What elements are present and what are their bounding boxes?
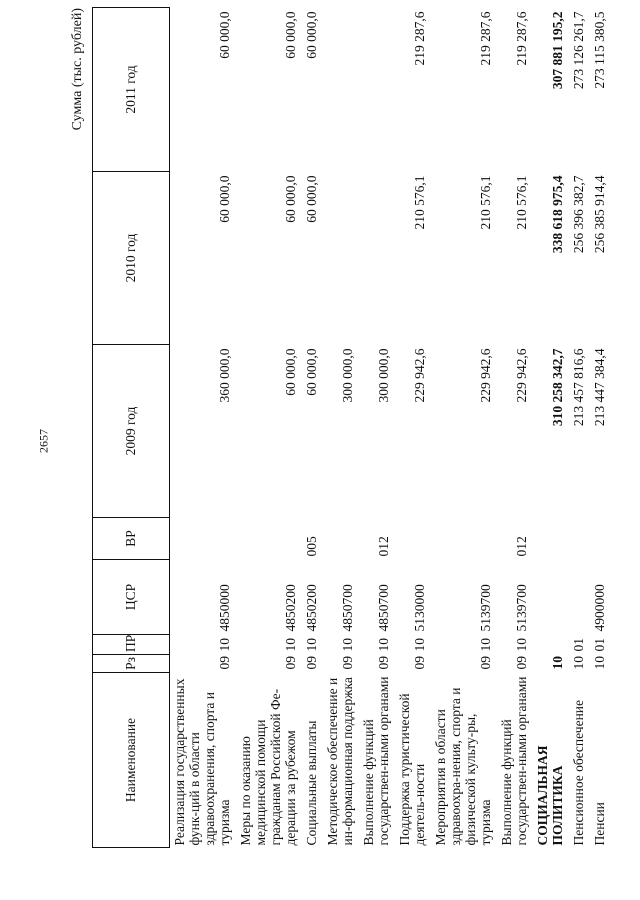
table-row [533, 8, 569, 848]
table-row [170, 8, 237, 848]
row-name: Выполнение функций государствен-ными органами [499, 676, 529, 846]
row-vr [569, 518, 590, 560]
row-rz: 09 [304, 656, 319, 670]
row-rz: 10 [550, 656, 565, 670]
row-rz: 09 [478, 656, 493, 670]
row-pr: 01 [592, 638, 607, 652]
row-2011: 60 000,0 [217, 11, 232, 59]
row-2009: 300 000,0 [340, 348, 355, 403]
table-row [569, 8, 590, 848]
row-2010: 60 000,0 [283, 175, 298, 223]
row-2010: 256 396 382,7 [571, 175, 586, 254]
row-2009: 60 000,0 [304, 348, 319, 396]
row-csr: 5139700 [478, 584, 493, 632]
budget-table [92, 7, 611, 848]
row-csr [569, 560, 590, 635]
row-name: Методическое обеспечение и ин-формационная поддержка [325, 677, 355, 846]
row-2009: 300 000,0 [376, 348, 391, 403]
row-csr: 4850000 [217, 584, 232, 632]
row-csr: 4850700 [340, 584, 355, 632]
row-pr: 10 [478, 638, 493, 652]
header-name: Наименование [93, 673, 170, 848]
row-csr [533, 560, 569, 635]
row-2011 [359, 8, 395, 172]
header-2010: 2010 год [93, 172, 170, 345]
row-csr: 5139700 [514, 584, 529, 632]
row-vr [170, 518, 237, 560]
rotated-content [70, 8, 640, 848]
row-csr: 5130000 [412, 584, 427, 632]
row-csr: 4850200 [283, 584, 298, 632]
row-2009: 60 000,0 [283, 348, 298, 396]
units-caption: Сумма (тыс. рублей) [70, 8, 85, 131]
row-vr: 012 [376, 536, 391, 557]
row-2009: 360 000,0 [217, 348, 232, 403]
row-2011: 60 000,0 [304, 11, 319, 59]
row-rz: 09 [340, 656, 355, 670]
header-vr: ВР [93, 518, 170, 560]
row-name: Выполнение функций государствен-ными органами [361, 676, 391, 846]
row-pr: 10 [304, 638, 319, 652]
table-body [170, 8, 612, 848]
row-2009: 213 447 384,4 [592, 348, 607, 427]
row-2010 [323, 172, 359, 345]
row-vr [590, 518, 611, 560]
row-vr [395, 518, 431, 560]
row-rz: 09 [412, 656, 427, 670]
row-vr [533, 518, 569, 560]
row-2010 [359, 172, 395, 345]
row-csr: 4850200 [304, 584, 319, 632]
header-2009: 2009 год [93, 345, 170, 518]
row-2009: 310 258 342,7 [550, 348, 565, 427]
row-pr: 10 [283, 638, 298, 652]
row-pr: 10 [376, 638, 391, 652]
row-name: Пенсии [592, 802, 607, 846]
row-2009: 229 942,6 [478, 348, 493, 403]
row-name: Меры по оказанию медицинской помощи гражданам Российской Фе-дерации за рубежом [238, 688, 298, 846]
header-csr: ЦСР [93, 560, 170, 635]
table-row [359, 8, 395, 848]
row-2010: 256 385 914,4 [592, 175, 607, 254]
table-row [431, 8, 497, 848]
row-vr: 005 [304, 536, 319, 557]
row-rz: 09 [283, 656, 298, 670]
row-2010: 60 000,0 [217, 175, 232, 223]
row-name: Поддержка туристической деятель-ности [397, 693, 427, 846]
row-pr: 10 [412, 638, 427, 652]
row-2011: 219 287,6 [478, 11, 493, 66]
row-name: Реализация государственных функ-ций в области здравоохранения, спорта и туризма [172, 678, 232, 846]
row-vr [431, 518, 497, 560]
row-rz: 09 [217, 656, 232, 670]
row-2010: 210 576,1 [514, 175, 529, 230]
table-header-row [93, 8, 170, 848]
row-2009: 213 457 816,6 [571, 348, 586, 427]
row-2011: 273 126 261,7 [571, 11, 586, 90]
row-name: Мероприятия в области здравоохра-нения, спорта и физической культу-ры, туризма [433, 687, 493, 846]
row-vr [236, 518, 302, 560]
table-row [395, 8, 431, 848]
row-vr [323, 518, 359, 560]
row-2010: 60 000,0 [304, 175, 319, 223]
row-2010: 338 618 975,4 [550, 175, 565, 254]
header-2011: 2011 год [93, 8, 170, 172]
row-2009: 229 942,6 [514, 348, 529, 403]
row-rz: 10 [571, 656, 586, 670]
table-row [302, 8, 323, 848]
row-name: Пенсионное обеспечение [571, 699, 586, 846]
row-pr: 10 [340, 638, 355, 652]
row-pr [533, 635, 569, 655]
row-2011 [323, 8, 359, 172]
row-csr: 4900000 [592, 584, 607, 632]
row-2010: 210 576,1 [412, 175, 427, 230]
row-pr: 01 [571, 638, 586, 652]
table-row [323, 8, 359, 848]
row-rz: 09 [514, 656, 529, 670]
row-rz: 09 [376, 656, 391, 670]
row-2011: 273 115 380,5 [592, 11, 607, 89]
row-2011: 307 881 195,2 [550, 11, 565, 90]
table-row [497, 8, 533, 848]
row-name: СОЦИАЛЬНАЯ ПОЛИТИКА [535, 745, 565, 846]
table-row [590, 8, 611, 848]
row-vr: 012 [514, 536, 529, 557]
row-csr: 4850700 [376, 584, 391, 632]
row-pr: 10 [217, 638, 232, 652]
row-2010: 210 576,1 [478, 175, 493, 230]
page-number: 2657 [36, 429, 51, 453]
row-name: Социальные выплаты [304, 720, 319, 846]
row-2009: 229 942,6 [412, 348, 427, 403]
header-rz: Рз [93, 655, 170, 673]
header-pr: ПР [93, 635, 170, 655]
row-rz: 10 [592, 656, 607, 670]
row-pr: 10 [514, 638, 529, 652]
table-row [236, 8, 302, 848]
row-2011: 60 000,0 [283, 11, 298, 59]
row-2011: 219 287,6 [412, 11, 427, 66]
row-2011: 219 287,6 [514, 11, 529, 66]
